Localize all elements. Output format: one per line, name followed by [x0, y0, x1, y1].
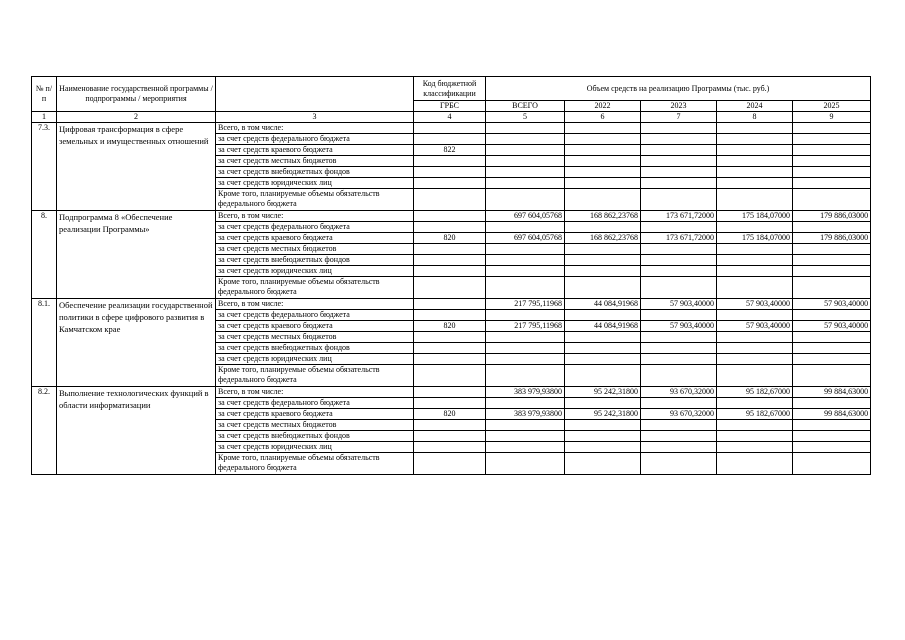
grbs-code	[414, 266, 486, 277]
amount-year: 175 184,07000	[717, 233, 793, 244]
header-volume: Объем средств на реализацию Программы (тыс. руб.)	[486, 77, 871, 101]
amount-total: 217 795,11968	[486, 321, 565, 332]
amount-total	[486, 365, 565, 387]
amount-year	[565, 167, 641, 178]
funding-source: за счет средств юридических лиц	[216, 354, 414, 365]
amount-year	[793, 178, 871, 189]
table-row	[32, 211, 871, 222]
amount-year	[793, 398, 871, 409]
amount-year	[641, 310, 717, 321]
header-row	[32, 77, 871, 101]
amount-year	[565, 123, 641, 134]
funding-source: Кроме того, планируемые объемы обязательств федерального бюджета	[216, 453, 414, 475]
amount-year: 93 670,32000	[641, 409, 717, 420]
amount-year	[793, 453, 871, 475]
funding-source: за счет средств внебюджетных фондов	[216, 431, 414, 442]
column-number-row	[32, 112, 871, 123]
amount-year: 57 903,40000	[717, 321, 793, 332]
item-name: Обеспечение реализации государственной политики в сфере цифрового развития в Камчатском крае	[57, 299, 216, 387]
header-total: ВСЕГО	[486, 101, 565, 112]
amount-year	[793, 354, 871, 365]
amount-year	[717, 398, 793, 409]
amount-year	[717, 145, 793, 156]
column-number: 1	[32, 112, 57, 123]
amount-year	[793, 310, 871, 321]
amount-year: 44 084,91968	[565, 299, 641, 310]
item-number: 8.	[32, 211, 57, 299]
grbs-code	[414, 343, 486, 354]
grbs-code	[414, 123, 486, 134]
amount-year	[565, 365, 641, 387]
funding-source: Кроме того, планируемые объемы обязательств федерального бюджета	[216, 277, 414, 299]
amount-year	[717, 420, 793, 431]
header-grbs: ГРБС	[414, 101, 486, 112]
funding-source: за счет средств юридических лиц	[216, 442, 414, 453]
amount-year	[717, 343, 793, 354]
header-source	[216, 77, 414, 112]
amount-year	[641, 244, 717, 255]
amount-total	[486, 398, 565, 409]
amount-year	[565, 156, 641, 167]
funding-source: за счет средств федерального бюджета	[216, 222, 414, 233]
column-number: 7	[641, 112, 717, 123]
amount-year	[565, 431, 641, 442]
funding-source: за счет средств краевого бюджета	[216, 233, 414, 244]
amount-year	[641, 354, 717, 365]
amount-year	[793, 266, 871, 277]
grbs-code	[414, 167, 486, 178]
amount-year	[793, 442, 871, 453]
amount-total	[486, 189, 565, 211]
amount-year	[717, 134, 793, 145]
grbs-code: 820	[414, 321, 486, 332]
amount-year	[717, 222, 793, 233]
amount-year: 173 671,72000	[641, 233, 717, 244]
amount-year	[641, 365, 717, 387]
grbs-code	[414, 156, 486, 167]
amount-year	[641, 431, 717, 442]
amount-year	[793, 156, 871, 167]
funding-source: за счет средств федерального бюджета	[216, 398, 414, 409]
item-number: 8.1.	[32, 299, 57, 387]
grbs-code	[414, 277, 486, 299]
amount-total: 697 604,05768	[486, 211, 565, 222]
amount-year	[793, 343, 871, 354]
amount-year	[641, 420, 717, 431]
amount-total	[486, 178, 565, 189]
amount-year: 179 886,03000	[793, 211, 871, 222]
grbs-code	[414, 431, 486, 442]
amount-total: 697 604,05768	[486, 233, 565, 244]
grbs-code	[414, 387, 486, 398]
amount-year: 173 671,72000	[641, 211, 717, 222]
item-number: 7.3.	[32, 123, 57, 211]
amount-year	[793, 145, 871, 156]
amount-year	[641, 222, 717, 233]
amount-year	[641, 332, 717, 343]
amount-year	[565, 354, 641, 365]
funding-source: за счет средств федерального бюджета	[216, 134, 414, 145]
amount-year: 95 182,67000	[717, 409, 793, 420]
amount-year: 95 242,31800	[565, 387, 641, 398]
amount-total	[486, 277, 565, 299]
amount-year	[565, 134, 641, 145]
grbs-code	[414, 310, 486, 321]
amount-total	[486, 222, 565, 233]
header-name: Наименование государственной программы / подпрограммы / мероприятия	[57, 77, 216, 112]
amount-year	[793, 431, 871, 442]
amount-year: 57 903,40000	[641, 321, 717, 332]
amount-year: 57 903,40000	[793, 321, 871, 332]
item-name: Выполнение технологических функций в области информатизации	[57, 387, 216, 475]
header-year: 2023	[641, 101, 717, 112]
amount-total	[486, 167, 565, 178]
amount-year	[641, 123, 717, 134]
grbs-code	[414, 222, 486, 233]
amount-total	[486, 156, 565, 167]
amount-year	[565, 442, 641, 453]
funding-source: за счет средств федерального бюджета	[216, 310, 414, 321]
amount-total	[486, 134, 565, 145]
amount-total	[486, 310, 565, 321]
grbs-code: 820	[414, 233, 486, 244]
amount-year	[641, 145, 717, 156]
amount-total	[486, 266, 565, 277]
amount-year	[565, 420, 641, 431]
amount-total: 217 795,11968	[486, 299, 565, 310]
amount-year	[641, 134, 717, 145]
grbs-code	[414, 332, 486, 343]
header-code: Код бюджетной классификации	[414, 77, 486, 101]
header-year: 2024	[717, 101, 793, 112]
amount-year: 95 242,31800	[565, 409, 641, 420]
amount-year	[641, 277, 717, 299]
amount-total: 383 979,93800	[486, 409, 565, 420]
amount-year	[717, 442, 793, 453]
amount-year	[717, 310, 793, 321]
grbs-code: 822	[414, 145, 486, 156]
amount-year	[793, 277, 871, 299]
column-number: 2	[57, 112, 216, 123]
amount-year	[717, 255, 793, 266]
amount-year: 99 884,63000	[793, 409, 871, 420]
amount-year: 57 903,40000	[793, 299, 871, 310]
column-number: 3	[216, 112, 414, 123]
amount-year	[565, 277, 641, 299]
amount-year	[717, 354, 793, 365]
amount-year: 57 903,40000	[641, 299, 717, 310]
grbs-code	[414, 354, 486, 365]
funding-source: за счет средств юридических лиц	[216, 266, 414, 277]
funding-source: за счет средств краевого бюджета	[216, 409, 414, 420]
amount-year	[565, 332, 641, 343]
amount-total	[486, 145, 565, 156]
amount-year	[565, 244, 641, 255]
amount-year	[641, 156, 717, 167]
table-row	[32, 123, 871, 134]
funding-source: Кроме того, планируемые объемы обязательств федерального бюджета	[216, 189, 414, 211]
amount-year	[793, 255, 871, 266]
amount-year	[793, 244, 871, 255]
funding-source: Всего, в том числе:	[216, 299, 414, 310]
funding-source: за счет средств внебюджетных фондов	[216, 167, 414, 178]
amount-year	[565, 222, 641, 233]
amount-total	[486, 453, 565, 475]
amount-year	[641, 178, 717, 189]
funding-source: Всего, в том числе:	[216, 387, 414, 398]
amount-year	[565, 266, 641, 277]
amount-year	[793, 189, 871, 211]
amount-year	[641, 167, 717, 178]
amount-year	[717, 453, 793, 475]
funding-source: за счет средств местных бюджетов	[216, 332, 414, 343]
amount-year	[565, 178, 641, 189]
amount-total	[486, 442, 565, 453]
column-number: 9	[793, 112, 871, 123]
amount-total	[486, 123, 565, 134]
funding-source: за счет средств внебюджетных фондов	[216, 343, 414, 354]
amount-year: 57 903,40000	[717, 299, 793, 310]
funding-source: за счет средств местных бюджетов	[216, 156, 414, 167]
item-name: Цифровая трансформация в сфере земельных и имущественных отношений	[57, 123, 216, 211]
funding-source: за счет средств юридических лиц	[216, 178, 414, 189]
amount-year	[717, 431, 793, 442]
grbs-code	[414, 189, 486, 211]
funding-source: Всего, в том числе:	[216, 211, 414, 222]
grbs-code	[414, 134, 486, 145]
amount-year	[565, 145, 641, 156]
amount-year	[717, 277, 793, 299]
grbs-code	[414, 420, 486, 431]
funding-source: за счет средств местных бюджетов	[216, 420, 414, 431]
grbs-code	[414, 365, 486, 387]
amount-year	[717, 189, 793, 211]
header-year: 2022	[565, 101, 641, 112]
grbs-code	[414, 442, 486, 453]
amount-year	[641, 266, 717, 277]
funding-source: за счет средств местных бюджетов	[216, 244, 414, 255]
amount-year	[641, 453, 717, 475]
amount-total	[486, 332, 565, 343]
funding-source: за счет средств краевого бюджета	[216, 145, 414, 156]
item-number: 8.2.	[32, 387, 57, 475]
amount-year	[717, 332, 793, 343]
amount-year	[793, 167, 871, 178]
amount-year	[793, 420, 871, 431]
header-num: № п/п	[32, 77, 57, 112]
amount-year	[641, 189, 717, 211]
amount-year	[717, 167, 793, 178]
table-body	[32, 123, 871, 475]
grbs-code	[414, 244, 486, 255]
grbs-code	[414, 211, 486, 222]
grbs-code	[414, 453, 486, 475]
amount-year	[717, 156, 793, 167]
funding-source: за счет средств краевого бюджета	[216, 321, 414, 332]
amount-year	[717, 123, 793, 134]
amount-year	[793, 123, 871, 134]
amount-year	[717, 365, 793, 387]
amount-year	[793, 134, 871, 145]
grbs-code	[414, 398, 486, 409]
amount-year	[717, 266, 793, 277]
grbs-code	[414, 299, 486, 310]
table-row	[32, 387, 871, 398]
amount-year	[641, 398, 717, 409]
amount-year: 93 670,32000	[641, 387, 717, 398]
item-name: Подпрограмма 8 «Обеспечение реализации Программы»	[57, 211, 216, 299]
amount-year	[565, 453, 641, 475]
amount-total	[486, 343, 565, 354]
budget-table	[31, 76, 871, 475]
amount-total	[486, 255, 565, 266]
amount-year	[641, 442, 717, 453]
grbs-code	[414, 255, 486, 266]
amount-total: 383 979,93800	[486, 387, 565, 398]
amount-year: 44 084,91968	[565, 321, 641, 332]
amount-total	[486, 244, 565, 255]
amount-year: 99 884,63000	[793, 387, 871, 398]
header-year: 2025	[793, 101, 871, 112]
amount-total	[486, 354, 565, 365]
amount-year	[793, 222, 871, 233]
grbs-code	[414, 178, 486, 189]
amount-year	[565, 343, 641, 354]
table-row	[32, 299, 871, 310]
funding-source: Кроме того, планируемые объемы обязательств федерального бюджета	[216, 365, 414, 387]
funding-source: за счет средств внебюджетных фондов	[216, 255, 414, 266]
amount-total	[486, 420, 565, 431]
amount-year	[793, 332, 871, 343]
amount-year	[641, 255, 717, 266]
amount-year	[565, 255, 641, 266]
amount-year	[793, 365, 871, 387]
amount-year: 179 886,03000	[793, 233, 871, 244]
amount-year	[565, 310, 641, 321]
column-number: 4	[414, 112, 486, 123]
amount-year	[717, 178, 793, 189]
amount-year: 168 862,23768	[565, 211, 641, 222]
funding-source: Всего, в том числе:	[216, 123, 414, 134]
amount-year: 95 182,67000	[717, 387, 793, 398]
amount-year	[641, 343, 717, 354]
amount-year: 175 184,07000	[717, 211, 793, 222]
column-number: 8	[717, 112, 793, 123]
column-number: 6	[565, 112, 641, 123]
column-number: 5	[486, 112, 565, 123]
amount-total	[486, 431, 565, 442]
amount-year	[717, 244, 793, 255]
grbs-code: 820	[414, 409, 486, 420]
amount-year	[565, 189, 641, 211]
amount-year: 168 862,23768	[565, 233, 641, 244]
amount-year	[565, 398, 641, 409]
